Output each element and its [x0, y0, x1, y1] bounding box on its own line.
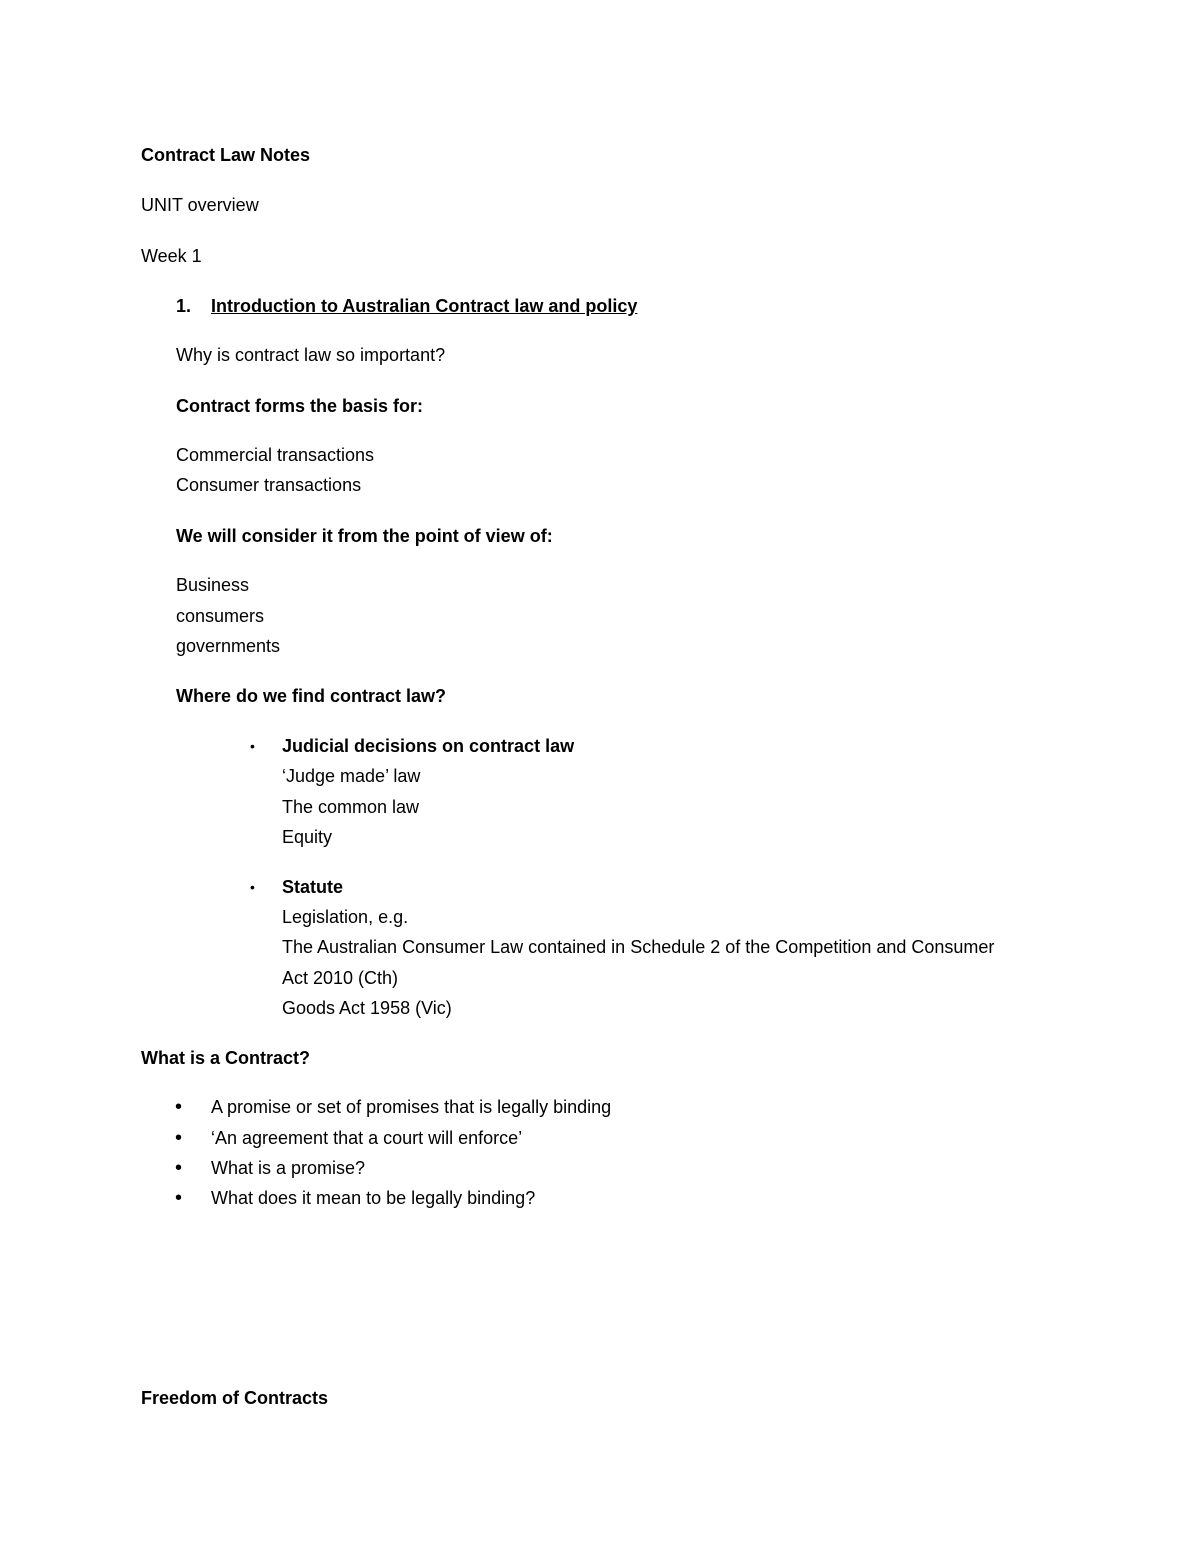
section-heading: Introduction to Australian Contract law and policy [211, 296, 638, 316]
freedom-heading: Freedom of Contracts [141, 1388, 329, 1408]
source-line: Legislation, e.g. [282, 907, 409, 927]
bullet-icon: • [250, 879, 255, 895]
bullet-icon: • [175, 1096, 183, 1118]
bullet-icon: • [175, 1127, 183, 1149]
source-line: The common law [282, 797, 420, 817]
basis-heading: Contract forms the basis for: [176, 396, 424, 416]
basis-item: Consumer transactions [176, 475, 362, 495]
list-item: What is a promise? [211, 1158, 366, 1178]
list-item: What does it mean to be legally binding? [211, 1188, 536, 1208]
viewpoint-item: governments [176, 636, 281, 656]
source-line: Goods Act 1958 (Vic) [282, 998, 452, 1018]
where-heading: Where do we find contract law? [176, 686, 447, 706]
question-text: Why is contract law so important? [176, 345, 446, 365]
source-line: ‘Judge made’ law [282, 766, 421, 786]
what-heading: What is a Contract? [141, 1048, 311, 1068]
week-label: Week 1 [141, 246, 202, 266]
document-title: Contract Law Notes [141, 145, 311, 165]
source-heading: Statute [282, 877, 344, 897]
source-line: Equity [282, 827, 333, 847]
viewpoint-item: consumers [176, 606, 265, 626]
source-line: Act 2010 (Cth) [282, 968, 399, 988]
bullet-icon: • [250, 738, 255, 754]
list-item: ‘An agreement that a court will enforce’ [211, 1128, 523, 1148]
source-line: The Australian Consumer Law contained in Schedule 2 of the Competition and Consumer [282, 937, 995, 957]
bullet-icon: • [175, 1187, 183, 1209]
list-item: A promise or set of promises that is legally binding [211, 1097, 612, 1117]
bullet-icon: • [175, 1157, 183, 1179]
viewpoint-item: Business [176, 575, 250, 595]
viewpoint-heading: We will consider it from the point of view of: [176, 526, 553, 546]
basis-item: Commercial transactions [176, 445, 375, 465]
section-number: 1. [176, 296, 192, 316]
source-heading: Judicial decisions on contract law [282, 736, 575, 756]
unit-overview-text: UNIT overview [141, 195, 259, 215]
